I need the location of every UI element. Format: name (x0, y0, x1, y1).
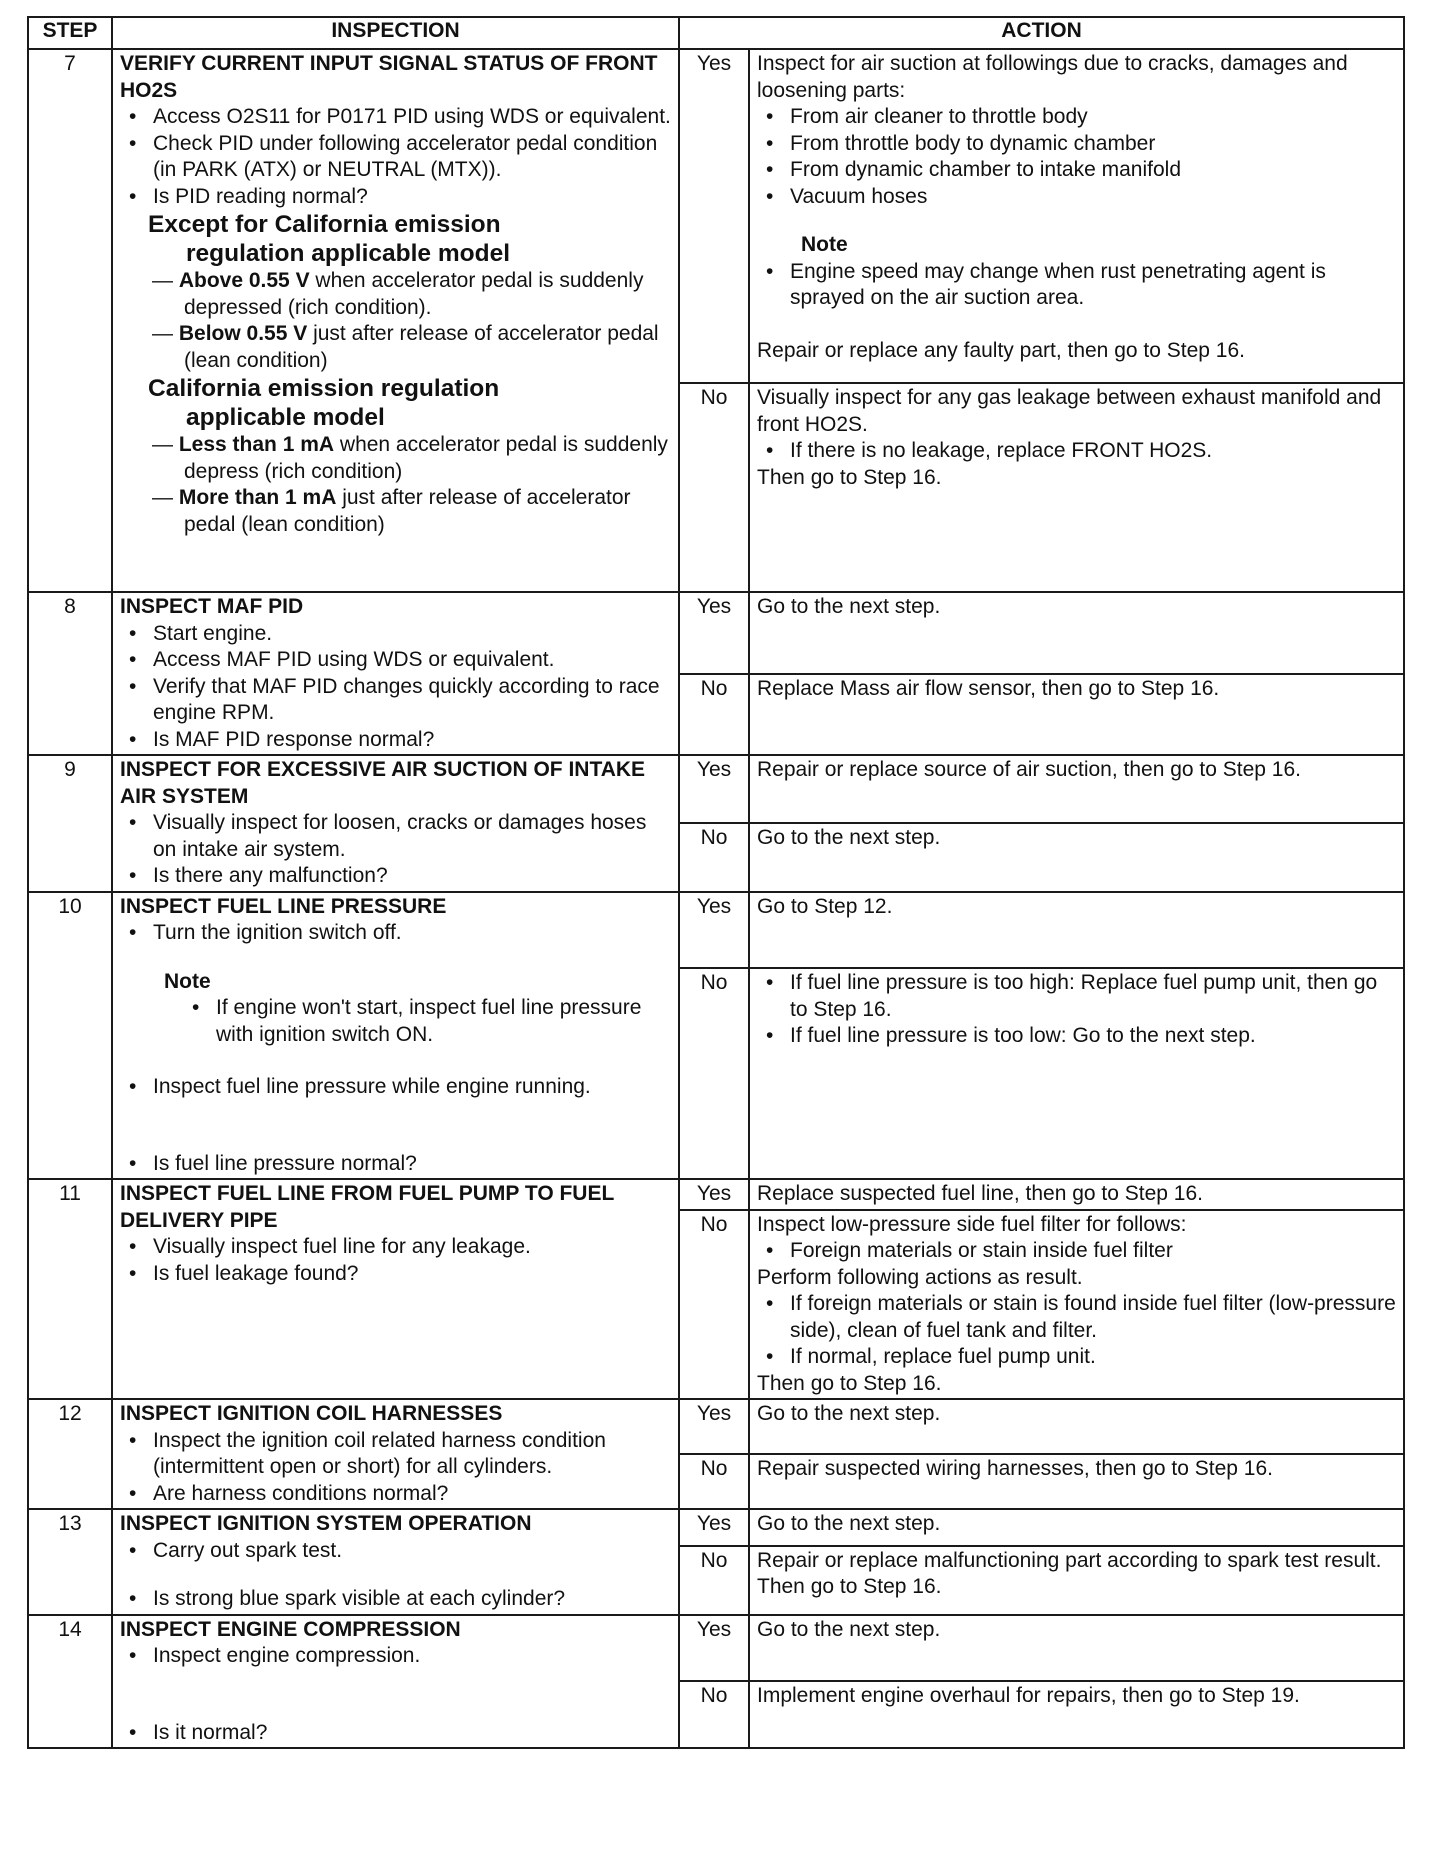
spacer (120, 1048, 671, 1074)
step-14-yes-row (28, 1615, 1404, 1682)
step-column-header: STEP (28, 17, 112, 49)
condition-value: Above 0.55 V (178, 269, 310, 292)
no-action: Repair or replace malfunctioning part according to spark test result. Then go to Step 16. (749, 1546, 1404, 1615)
condition-item: — More than 1 mA just after release of accelerator pedal (lean condition) (152, 486, 631, 536)
condition-item: — Above 0.55 V when accelerator pedal is suddenly depressed (rich condition). (152, 269, 644, 319)
condition-value: More than 1 mA (178, 486, 337, 509)
inspection-bullet: • Visually inspect fuel line for any leakage. (153, 1234, 671, 1261)
action-text: Visually inspect for any gas leakage between exhaust manifold and front HO2S. (757, 386, 1382, 436)
note-label: Note (164, 969, 211, 993)
yes-label: Yes (679, 1179, 749, 1210)
action-bullet: • From dynamic chamber to intake manifold (790, 157, 1396, 184)
condition-heading: Except for California emission (148, 211, 501, 238)
yes-action: Go to the next step. (749, 1399, 1404, 1454)
step-number: 14 (28, 1615, 112, 1749)
action-bullet: • If foreign materials or stain is found inside fuel filter (low-pressure side), clean of fuel tank and filter. (790, 1291, 1396, 1344)
inspection-bullet: • Is PID reading normal? (153, 184, 671, 211)
inspection-title: INSPECT IGNITION SYSTEM OPERATION (120, 1512, 532, 1535)
inspection-bullet: • Is there any malfunction? (153, 863, 671, 890)
condition-item: — Less than 1 mA when accelerator pedal is suddenly depress (rich condition) (152, 433, 668, 483)
yes-action: Go to the next step. (749, 1615, 1404, 1682)
spacer (120, 947, 671, 969)
no-label: No (679, 383, 749, 592)
spacer (120, 1564, 671, 1586)
action-bullet: • If fuel line pressure is too low: Go to the next step. (790, 1023, 1396, 1050)
step-9-yes-row (28, 755, 1404, 823)
inspection-bullet: • Check PID under following accelerator pedal condition (in PARK (ATX) or NEUTRAL (MTX)). (153, 131, 671, 184)
no-label: No (679, 1454, 749, 1509)
inspection-cell (112, 892, 679, 1180)
inspection-bullet: • Is fuel leakage found? (153, 1261, 671, 1288)
no-label: No (679, 674, 749, 756)
note-bullet: • Engine speed may change when rust penetrating agent is sprayed on the air suction area. (790, 259, 1396, 312)
step-number: 13 (28, 1509, 112, 1615)
yes-label: Yes (679, 1399, 749, 1454)
condition-text: just after release of accelerator pedal (lean condition) (184, 486, 631, 536)
inspection-bullet: • Start engine. (153, 621, 671, 648)
inspection-bullet: • Inspect engine compression. (153, 1643, 671, 1670)
no-action (749, 1210, 1404, 1400)
action-bullet: • If there is no leakage, replace FRONT HO2S. (790, 438, 1396, 465)
spacer (757, 312, 1396, 338)
inspection-cell (112, 592, 679, 755)
inspection-bullet: • Are harness conditions normal? (153, 1481, 671, 1508)
yes-label: Yes (679, 1509, 749, 1546)
action-column-header: ACTION (679, 17, 1404, 49)
troubleshooting-table (27, 16, 1405, 1749)
action-bullet: • If normal, replace fuel pump unit. (790, 1344, 1396, 1371)
spacer (120, 1101, 671, 1151)
step-number: 11 (28, 1179, 112, 1399)
inspection-cell (112, 1509, 679, 1615)
inspection-bullet: • Verify that MAF PID changes quickly according to race engine RPM. (153, 674, 671, 727)
condition-value: Less than 1 mA (178, 433, 335, 456)
step-number: 8 (28, 592, 112, 755)
condition-value: Below 0.55 V (178, 322, 308, 345)
yes-action (749, 49, 1404, 383)
inspection-bullet: • Inspect fuel line pressure while engine running. (153, 1074, 671, 1101)
action-bullet: • If fuel line pressure is too high: Replace fuel pump unit, then go to Step 16. (790, 970, 1396, 1023)
inspection-title: INSPECT FUEL LINE FROM FUEL PUMP TO FUEL DELIVERY PIPE (120, 1182, 614, 1232)
step-13-yes-row (28, 1509, 1404, 1546)
action-text: Inspect low-pressure side fuel filter for follows: (757, 1212, 1187, 1236)
inspection-cell (112, 1615, 679, 1749)
inspection-title: INSPECT FUEL LINE PRESSURE (120, 894, 447, 918)
spacer (120, 1670, 671, 1720)
inspection-bullet: • Is it normal? (153, 1720, 671, 1747)
action-text: Then go to Step 16. (757, 1371, 942, 1395)
step-number: 9 (28, 755, 112, 892)
no-action: Replace Mass air flow sensor, then go to Step 16. (749, 674, 1404, 756)
yes-action: Go to Step 12. (749, 892, 1404, 969)
inspection-title: VERIFY CURRENT INPUT SIGNAL STATUS OF FRONT HO2S (120, 52, 658, 102)
yes-action: Repair or replace source of air suction, then go to Step 16. (749, 755, 1404, 823)
yes-label: Yes (679, 755, 749, 823)
yes-label: Yes (679, 892, 749, 969)
step-12-yes-row (28, 1399, 1404, 1454)
action-bullet: • Vacuum hoses (790, 184, 1396, 211)
yes-label: Yes (679, 592, 749, 674)
step-11-yes-row (28, 1179, 1404, 1210)
inspection-title: INSPECT MAF PID (120, 595, 304, 618)
inspection-title: INSPECT ENGINE COMPRESSION (120, 1617, 461, 1641)
no-action: Implement engine overhaul for repairs, then go to Step 19. (749, 1681, 1404, 1748)
no-action (749, 383, 1404, 592)
condition-heading: applicable model (186, 404, 385, 431)
inspection-bullet: • Is fuel line pressure normal? (153, 1151, 671, 1178)
condition-text: just after release of accelerator pedal (lean condition) (184, 322, 659, 372)
action-bullet: • From throttle body to dynamic chamber (790, 131, 1396, 158)
spacer (757, 210, 1396, 232)
inspection-bullet: • Access MAF PID using WDS or equivalent. (153, 647, 671, 674)
no-label: No (679, 1210, 749, 1400)
condition-text: when accelerator pedal is suddenly depress (rich condition) (184, 433, 668, 483)
action-text: Inspect for air suction at followings due to cracks, damages and loosening parts: (757, 52, 1348, 102)
condition-text: when accelerator pedal is suddenly depressed (rich condition). (184, 269, 644, 319)
yes-label: Yes (679, 1615, 749, 1682)
inspection-bullet: • Access O2S11 for P0171 PID using WDS or equivalent. (153, 104, 671, 131)
action-text: Perform following actions as result. (757, 1265, 1083, 1289)
no-label: No (679, 823, 749, 891)
no-label: No (679, 968, 749, 1179)
action-bullet: • Foreign materials or stain inside fuel filter (790, 1238, 1396, 1265)
action-text: Then go to Step 16. (757, 465, 942, 489)
step-number: 12 (28, 1399, 112, 1509)
inspection-title: INSPECT IGNITION COIL HARNESSES (120, 1402, 503, 1425)
note-bullet: • If engine won't start, inspect fuel line pressure with ignition switch ON. (216, 995, 671, 1048)
inspection-bullet: • Visually inspect for loosen, cracks or damages hoses on intake air system. (153, 810, 671, 863)
step-10-yes-row (28, 892, 1404, 969)
no-action: Go to the next step. (749, 823, 1404, 891)
no-label: No (679, 1681, 749, 1748)
inspection-cell (112, 49, 679, 592)
note-label: Note (801, 233, 848, 256)
step-7-yes-row (28, 49, 1404, 383)
yes-action: Replace suspected fuel line, then go to Step 16. (749, 1179, 1404, 1210)
yes-label: Yes (679, 49, 749, 383)
inspection-bullet: • Turn the ignition switch off. (153, 920, 671, 947)
condition-heading: California emission regulation (148, 375, 500, 402)
step-8-yes-row (28, 592, 1404, 674)
condition-heading: regulation applicable model (186, 240, 511, 267)
yes-action: Go to the next step. (749, 1509, 1404, 1546)
inspection-bullet: • Is strong blue spark visible at each cylinder? (153, 1586, 671, 1613)
inspection-column-header: INSPECTION (112, 17, 679, 49)
inspection-cell (112, 1399, 679, 1509)
inspection-cell (112, 1179, 679, 1399)
inspection-title: INSPECT FOR EXCESSIVE AIR SUCTION OF INTAKE AIR SYSTEM (120, 758, 646, 808)
action-text: Repair or replace any faulty part, then go to Step 16. (757, 338, 1245, 362)
condition-item: — Below 0.55 V just after release of accelerator pedal (lean condition) (152, 322, 659, 372)
inspection-bullet: • Inspect the ignition coil related harness condition (intermittent open or short) for all cylinders. (153, 1428, 671, 1481)
inspection-cell (112, 755, 679, 892)
no-action: Repair suspected wiring harnesses, then go to Step 16. (749, 1454, 1404, 1509)
step-number: 7 (28, 49, 112, 592)
inspection-bullet: • Carry out spark test. (153, 1538, 671, 1565)
no-label: No (679, 1546, 749, 1615)
action-bullet: • From air cleaner to throttle body (790, 104, 1396, 131)
inspection-bullet: • Is MAF PID response normal? (153, 727, 671, 754)
yes-action: Go to the next step. (749, 592, 1404, 674)
table-header (28, 17, 1404, 49)
no-action (749, 968, 1404, 1179)
step-number: 10 (28, 892, 112, 1180)
